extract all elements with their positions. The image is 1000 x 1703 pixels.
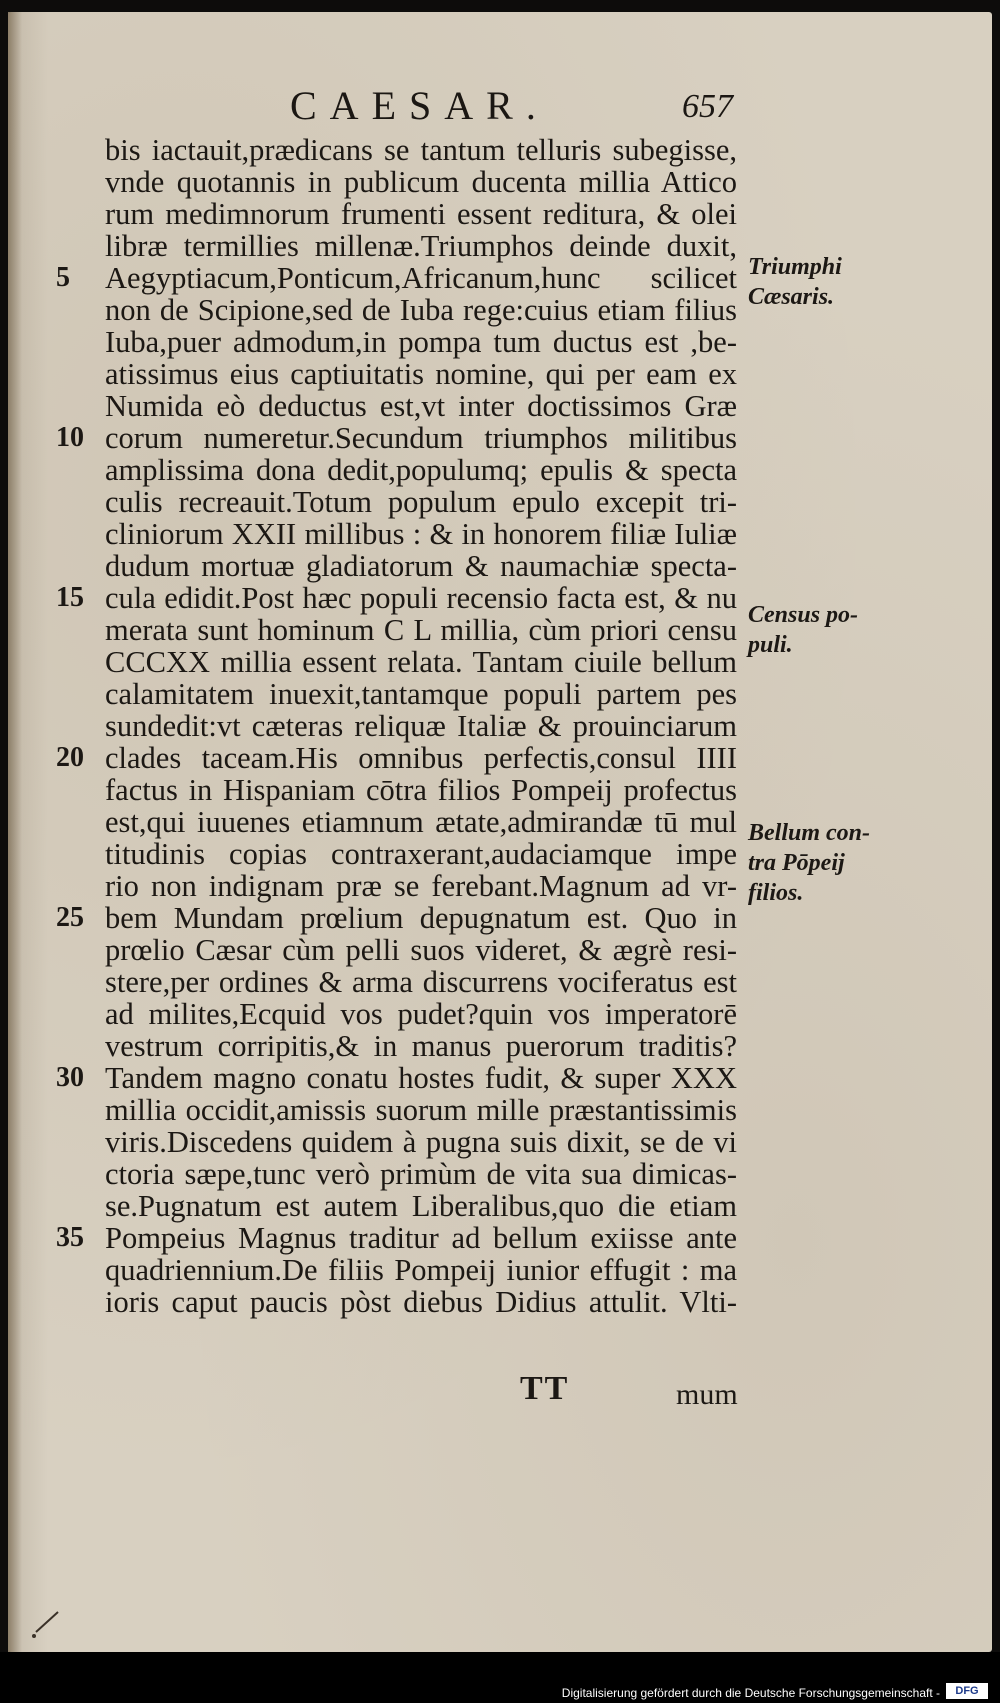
text-line: stere,per ordines & arma discurrens vociferatus est xyxy=(105,965,737,999)
text-line: cliniorum XXII millibus : & in honorem filiæ Iuliæ xyxy=(105,517,737,551)
catchword: mum xyxy=(676,1378,738,1411)
running-title: CAESAR. xyxy=(290,83,549,128)
text-line: quadriennium.De filiis Pompeij iunior effugit : ma xyxy=(105,1253,737,1287)
text-line: factus in Hispaniam cōtra filios Pompeij profectus xyxy=(105,773,737,807)
text-line: vestrum corripitis,& in manus puerorum traditis? xyxy=(105,1029,737,1063)
line-number: 20 xyxy=(56,742,84,773)
text-line: Aegyptiacum,Ponticum,Africanum,hunc scilicet xyxy=(105,261,737,295)
text-line: rum medimnorum frumenti essent reditura, & olei xyxy=(105,197,737,231)
line-number: 25 xyxy=(56,902,84,933)
page-header xyxy=(0,82,1000,134)
text-line: Tandem magno conatu hostes fudit, & super XXX xyxy=(105,1061,737,1095)
text-line: millia occidit,amissis suorum mille præstantissimis xyxy=(105,1093,737,1127)
line-number: 30 xyxy=(56,1062,84,1093)
text-line: clades taceam.His omnibus perfectis,consul IIII xyxy=(105,741,737,775)
text-line: calamitatem inuexit,tantamque populi partem pes xyxy=(105,677,737,711)
text-line: ctoria sæpe,tunc verò primùm de vita sua dimicas- xyxy=(105,1157,737,1191)
line-number: 10 xyxy=(56,422,84,453)
text-line: atissimus eius captiuitatis nomine, qui per eam ex xyxy=(105,357,737,391)
text-line: culis recreauit.Totum populum epulo excepit tri- xyxy=(105,485,737,519)
text-line: bem Mundam prœlium depugnatum est. Quo in xyxy=(105,901,737,935)
text-line: se.Pugnatum est autem Liberalibus,quo die etiam xyxy=(105,1189,737,1223)
text-line: non de Scipione,sed de Iuba rege:cuius etiam filius xyxy=(105,293,737,327)
dfg-logo: DFG xyxy=(946,1683,988,1699)
text-line: ioris caput paucis pòst diebus Didius attulit. Vlti- xyxy=(105,1285,737,1319)
margin-note: Triumphi Cæsaris. xyxy=(748,254,842,310)
text-line: corum numeretur.Secundum triumphos militibus xyxy=(105,421,737,455)
page-gutter-shadow xyxy=(8,12,22,1652)
text-line: merata sunt hominum C L millia, cùm priori censu xyxy=(105,613,737,647)
margin-note: Census po- puli. xyxy=(748,602,859,658)
text-line: prœlio Cæsar cùm pelli suos videret, & ægrè resi- xyxy=(105,933,737,967)
text-line: viris.Discedens quidem à pugna suis dixit, se de vi xyxy=(105,1125,737,1159)
line-number: 15 xyxy=(56,582,84,613)
text-line: dudum mortuæ gladiatorum & naumachiæ specta- xyxy=(105,549,737,583)
line-number: 35 xyxy=(56,1222,84,1253)
text-line: sundedit:vt cæteras reliquæ Italiæ & prouinciarum xyxy=(105,709,737,743)
funding-credit: Digitalisierung gefördert durch die Deutsche Forschungsgemeinschaft - xyxy=(561,1686,940,1700)
text-line: CCCXX millia essent relata. Tantam ciuile bellum xyxy=(105,645,737,679)
text-line: libræ termillies millenæ.Triumphos deinde duxit, xyxy=(105,229,737,263)
text-line: Iuba,puer admodum,in pompa tum ductus est ,be- xyxy=(105,325,737,359)
ink-stain-mark xyxy=(28,1600,68,1640)
text-line: Numida eò deductus est,vt inter doctissimos Græ xyxy=(105,389,737,423)
text-line: bis iactauit,prædicans se tantum telluris subegisse, xyxy=(105,133,737,167)
text-line: amplissima dona dedit,populumq; epulis & specta xyxy=(105,453,737,487)
margin-note: Bellum con- tra Pōpeij filios. xyxy=(748,820,871,906)
text-line: vnde quotannis in publicum ducenta millia Attico xyxy=(105,165,737,199)
text-line: titudinis copias contraxerant,audaciamque impe xyxy=(105,837,737,871)
text-line: rio non indignam præ se ferebant.Magnum ad vr- xyxy=(105,869,737,903)
text-line: ad milites,Ecquid vos pudet?quin vos imperatorē xyxy=(105,997,737,1031)
text-line: Pompeius Magnus traditur ad bellum exiisse ante xyxy=(105,1221,737,1255)
page-number: 657 xyxy=(682,88,733,125)
text-line: est,qui iuuenes etiamnum ætate,admirandæ tū mul xyxy=(105,805,737,839)
signature-mark: TT xyxy=(520,1370,570,1407)
text-line: cula edidit.Post hæc populi recensio facta est, & nu xyxy=(105,581,737,615)
line-number: 5 xyxy=(56,262,70,293)
